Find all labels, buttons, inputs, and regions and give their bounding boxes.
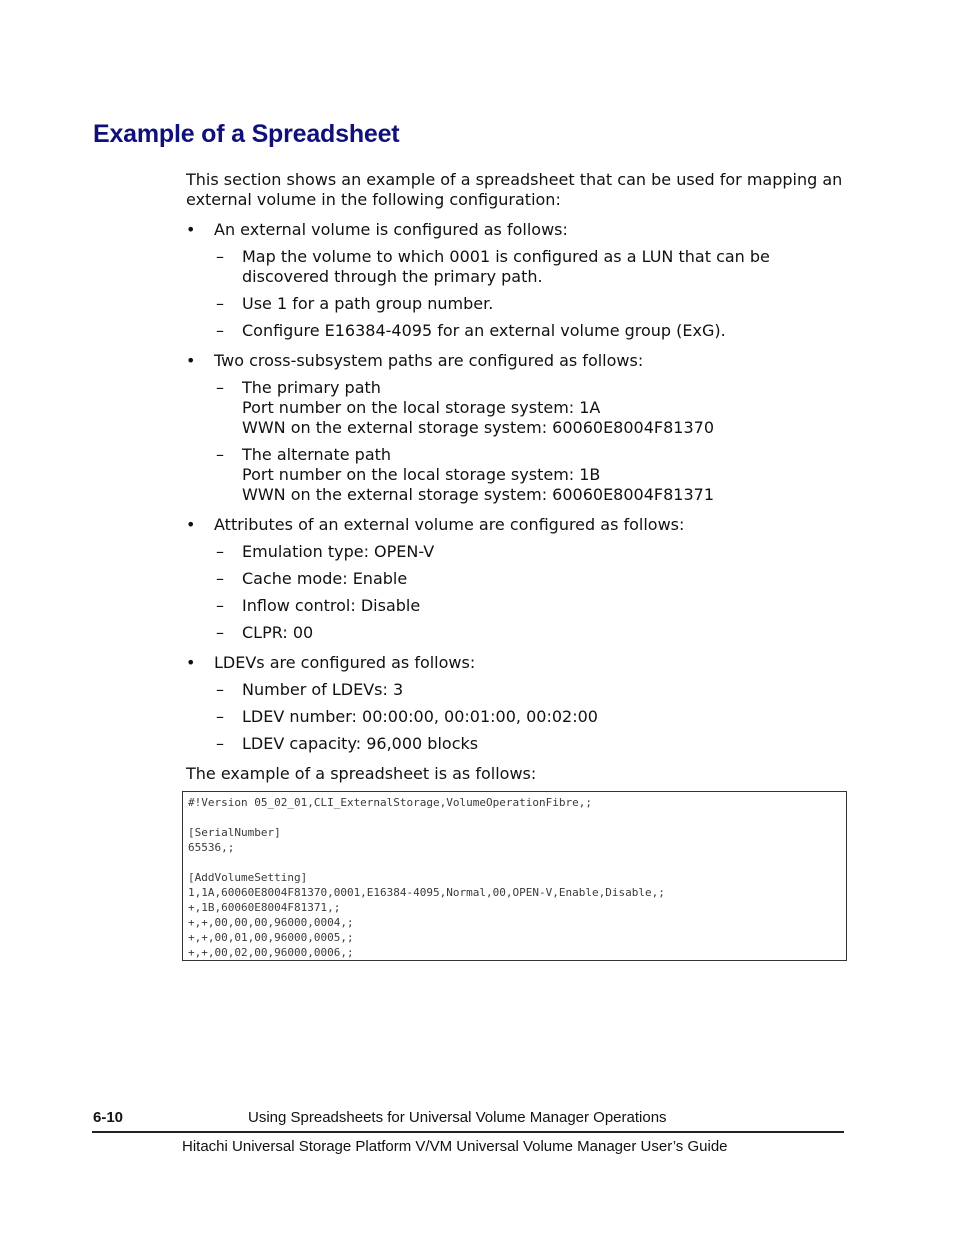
sub-item-line: Use 1 for a path group number. xyxy=(242,294,494,313)
code-line: +,+,00,02,00,96000,0006,; xyxy=(188,946,354,959)
sub-item-line: The primary path xyxy=(242,378,381,397)
example-caption: The example of a spreadsheet is as follows: xyxy=(186,764,537,783)
sub-item xyxy=(186,294,846,314)
dash-marker: – xyxy=(216,680,224,699)
sub-item xyxy=(186,542,846,562)
dash-marker: – xyxy=(216,623,224,642)
bullet-item xyxy=(186,515,846,535)
sub-item xyxy=(186,707,846,727)
code-line: +,+,00,01,00,96000,0005,; xyxy=(188,931,354,944)
sub-item-line: Port number on the local storage system: 1A xyxy=(242,398,601,417)
dash-marker: – xyxy=(216,542,224,561)
code-line: [SerialNumber] xyxy=(188,826,281,839)
bullet-marker: • xyxy=(186,653,196,672)
code-line: 65536,; xyxy=(188,841,235,854)
bullet-item xyxy=(186,351,846,371)
intro-paragraph: This section shows an example of a spreadsheet that can be used for mapping an external volume in the following configuration: xyxy=(186,170,843,209)
sub-item xyxy=(186,321,846,341)
page-number: 6-10 xyxy=(93,1109,124,1126)
dash-marker: – xyxy=(216,378,224,397)
bullet-text: LDEVs are configured as follows: xyxy=(214,653,476,672)
code-line: 1,1A,60060E8004F81370,0001,E16384-4095,Normal,00,OPEN-V,Enable,Disable,; xyxy=(188,886,665,899)
dash-marker: – xyxy=(216,569,224,588)
sub-item xyxy=(186,569,846,589)
sub-item-line: Configure E16384-4095 for an external volume group (ExG). xyxy=(242,321,726,340)
sub-item-line: WWN on the external storage system: 60060E8004F81371 xyxy=(242,485,714,504)
sub-item-line: WWN on the external storage system: 60060E8004F81370 xyxy=(242,418,714,437)
code-line: [AddVolumeSetting] xyxy=(188,871,308,884)
sub-item-line: LDEV capacity: 96,000 blocks xyxy=(242,734,479,753)
sub-item-line: Emulation type: OPEN-V xyxy=(242,542,435,561)
page-title: Example of a Spreadsheet xyxy=(93,120,400,148)
dash-marker: – xyxy=(216,596,224,615)
dash-marker: – xyxy=(216,707,224,726)
chapter-title: Using Spreadsheets for Universal Volume Manager Operations xyxy=(248,1109,667,1126)
dash-marker: – xyxy=(216,294,224,313)
sub-item xyxy=(186,596,846,616)
dash-marker: – xyxy=(216,321,224,340)
bullet-marker: • xyxy=(186,220,196,239)
dash-marker: – xyxy=(216,247,224,266)
code-line: +,+,00,00,00,96000,0004,; xyxy=(188,916,354,929)
sub-item-line: LDEV number: 00:00:00, 00:01:00, 00:02:00 xyxy=(242,707,598,726)
sub-item xyxy=(186,734,846,754)
code-line xyxy=(188,810,846,825)
sub-item xyxy=(186,247,846,287)
bullet-text: Attributes of an external volume are configured as follows: xyxy=(214,515,685,534)
bullet-text: Two cross-subsystem paths are configured as follows: xyxy=(214,351,644,370)
code-line xyxy=(188,855,846,870)
bullet-text: An external volume is configured as follows: xyxy=(214,220,568,239)
sub-item-line: CLPR: 00 xyxy=(242,623,314,642)
sub-item xyxy=(186,378,846,438)
sub-item-line: Number of LDEVs: 3 xyxy=(242,680,404,699)
sub-item-line: Map the volume to which 0001 is configured as a LUN that can be discovered through the primary path. xyxy=(242,247,770,286)
sub-item xyxy=(186,680,846,700)
sub-item-line: Inflow control: Disable xyxy=(242,596,421,615)
code-line: +,1B,60060E8004F81371,; xyxy=(188,901,341,914)
bullet-marker: • xyxy=(186,351,196,370)
bullet-item xyxy=(186,653,846,673)
bullet-list xyxy=(186,220,846,754)
dash-marker: – xyxy=(216,734,224,753)
sub-item-line: The alternate path xyxy=(242,445,392,464)
footer-divider xyxy=(92,1131,844,1133)
sub-item-line: Cache mode: Enable xyxy=(242,569,408,588)
sub-item xyxy=(186,623,846,643)
sub-item xyxy=(186,445,846,505)
sub-item-line: Port number on the local storage system: 1B xyxy=(242,465,601,484)
guide-title: Hitachi Universal Storage Platform V/VM Universal Volume Manager User’s Guide xyxy=(182,1138,728,1155)
bullet-item xyxy=(186,220,846,240)
code-line: #!Version 05_02_01,CLI_ExternalStorage,VolumeOperationFibre,; xyxy=(188,796,592,809)
spreadsheet-code-box xyxy=(182,791,847,961)
body-content xyxy=(186,170,846,784)
dash-marker: – xyxy=(216,445,224,464)
bullet-marker: • xyxy=(186,515,196,534)
